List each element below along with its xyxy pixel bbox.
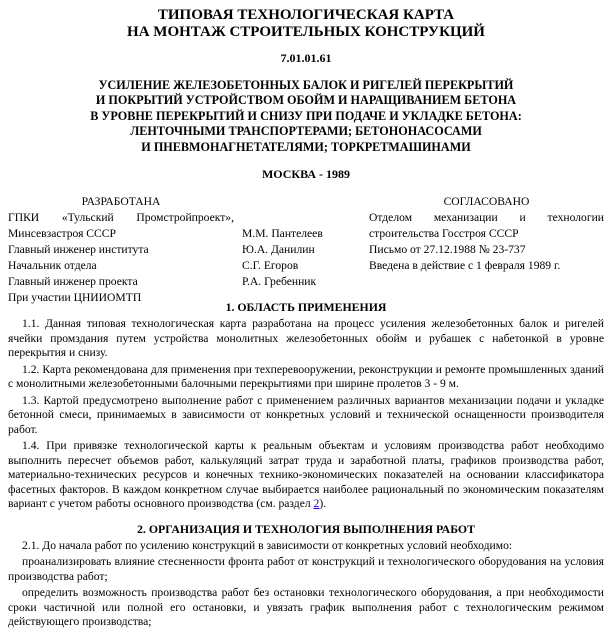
agreed-column	[369, 194, 604, 274]
paragraph-1-4-end: ).	[319, 497, 327, 511]
paragraph-2-1-item: проанализировать влияние стесненности фронта работ от конструкций и технологического оборудования на условия производства работ;	[8, 555, 604, 583]
title-line-2: НА МОНТАЖ СТРОИТЕЛЬНЫХ КОНСТРУКЦИЙ	[127, 24, 485, 40]
document-title	[8, 7, 604, 41]
subtitle-line-3: В УРОВНЕ ПЕРЕКРЫТИЙ И СНИЗУ ПРИ ПОДАЧЕ И УКЛАДКЕ БЕТОНА:	[90, 108, 522, 123]
developer-org-line-1: ГПКИ «Тульский Промстройпроект»,	[8, 211, 234, 225]
document-page	[8, 7, 604, 630]
developed-by-column	[8, 194, 234, 306]
subtitle-line-1: УСИЛЕНИЕ ЖЕЛЕЗОБЕТОННЫХ БАЛОК И РИГЕЛЕЙ ПЕРЕКРЫТИЙ	[98, 78, 514, 92]
agreed-line-1: Отделом механизации и технологии	[369, 211, 604, 225]
developer-name: Ю.А. Данилин	[242, 243, 315, 257]
paragraph-2-1-item: определить возможность производства работ без остановки технологического оборудования, а при необходимости сроки частичной или полной его остановки, и увязать график выполнения работ с технологическим режимом действующего производства;	[8, 586, 604, 629]
paragraph-1-4-text: 1.4. При привязке технологической карты к реальным объектам и условиям производства работ необходимо выполнить пересчет объемов работ, калькуляций затрат труда и заработной платы, графиков производства работ, материально-технических ресурсов и конечных технико-экономических показателей на основании классификатора фасетных факторов. В каждом конкретном случае выбирается наиболее рациональный по экономическим показателям вариант с учетом работы основного производства (см. раздел	[8, 439, 604, 511]
agreed-line-4: Введена в действие с 1 февраля 1989 г.	[369, 259, 561, 273]
paragraph-1-3: 1.3. Картой предусмотрено выполнение работ с применением различных вариантов механизации подачи и укладке бетонной смеси, принимаемых в зависимости от конкретных условий и технической оснащенности производителя работ.	[8, 393, 604, 436]
paragraph-1-2: 1.2. Карта рекомендована для применения при техперевооружении, реконструкции и ремонте промышленных зданий с монолитными железобетонными балочными перекрытиями при ширине пролетов 3 - 9 м.	[8, 362, 604, 391]
developer-name: Р.А. Гребенник	[242, 275, 317, 289]
subtitle-line-4: ЛЕНТОЧНЫМИ ТРАНСПОРТЕРАМИ; БЕТОНОНАСОСАМИ	[130, 124, 482, 139]
developer-role: Главный инженер проекта	[8, 275, 138, 289]
subtitle-line-2: И ПОКРЫТИЙ УСТРОЙСТВОМ ОБОЙМ И НАРАЩИВАНИЕМ БЕТОНА	[95, 93, 517, 108]
section-2-link[interactable]: 2	[313, 497, 320, 511]
title-line-1: ТИПОВАЯ ТЕХНОЛОГИЧЕСКАЯ КАРТА	[157, 7, 455, 23]
document-code: 7.01.01.61	[280, 51, 332, 65]
developer-org-line-2: Минсевзастроя СССР	[8, 227, 116, 241]
paragraph-1-1: 1.1. Данная типовая технологическая карта разработана на процесс усиления железобетонных балок и ригелей ячейки промздания путем устройства монолитных железобетонных обойм и рубашек с набетонкой в уровне перекрытия и снизу.	[8, 317, 604, 360]
subtitle-line-5: И ПНЕВМОНАГНЕТАТЕЛЯМИ; ТОРКРЕТМАШИНАМИ	[141, 139, 471, 154]
paragraph-2-1: 2.1. До начала работ по усилению конструкций в зависимости от конкретных условий необходимо:	[22, 538, 513, 552]
developed-heading: РАЗРАБОТАНА	[81, 195, 161, 209]
developer-role: Главный инженер института	[8, 243, 149, 257]
section-2-title: 2. ОРГАНИЗАЦИЯ И ТЕХНОЛОГИЯ ВЫПОЛНЕНИЯ РАБОТ	[137, 521, 475, 536]
agreed-heading: СОГЛАСОВАНО	[443, 195, 530, 209]
approvals-block	[8, 194, 604, 305]
publication-city-year: МОСКВА - 1989	[261, 167, 351, 182]
developer-role: При участии ЦНИИОМТП	[8, 291, 142, 305]
agreed-line-3: Письмо от 27.12.1988 № 23-737	[369, 243, 526, 257]
agreed-line-2: строительства Госстроя СССР	[369, 227, 519, 241]
paragraph-1-4	[8, 439, 604, 512]
developer-names-column	[242, 210, 362, 290]
developer-name: М.М. Пантелеев	[242, 227, 323, 241]
document-subtitle	[8, 78, 604, 155]
developer-name: С.Г. Егоров	[242, 259, 299, 273]
developer-role: Начальник отдела	[8, 259, 97, 273]
document-header	[8, 7, 604, 182]
section-1-title: 1. ОБЛАСТЬ ПРИМЕНЕНИЯ	[225, 300, 387, 315]
